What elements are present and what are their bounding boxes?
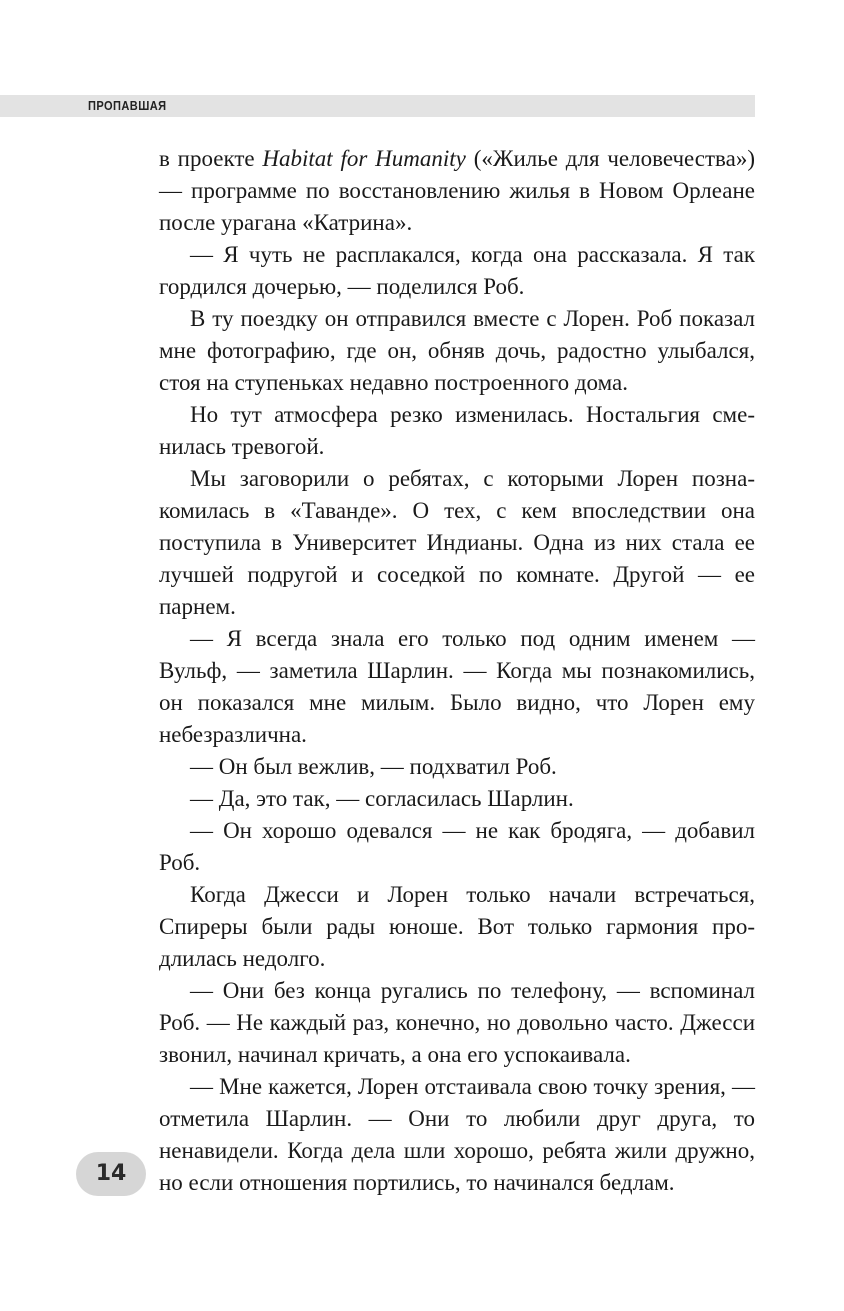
paragraph: Но тут атмосфера резко изменилась. Ностальгия сменилась тревогой. (159, 402, 755, 459)
paragraph: — Он хорошо одевался — не как бродяга, — добавил Роб. (159, 818, 755, 875)
paragraph-1-start: в проекте (159, 146, 263, 171)
paragraph: — Они без конца ругались по телефону, — вспоминал Роб. — Не каждый раз, конечно, но довольно часто. Джесси звонил, начинал кричать, а она его успокаивала. (159, 978, 755, 1067)
page-number: 14 (95, 1161, 127, 1186)
paragraph: В ту поездку он отправился вместе с Лорен. Роб показал мне фотографию, где он, обняв дочь, радостно улыбался, стоя на ступеньках недавно построенного дома. (159, 306, 755, 395)
paragraph: Мы заговорили о ребятах, с которыми Лорен познакомилась в «Таванде». О тех, с кем впоследствии она поступила в Университет Индианы. Одна из них стала ее лучшей подругой и соседкой по комнате. Другой — ее парнем. (159, 466, 755, 619)
paragraph: — Да, это так, — согласилась Шарлин. (190, 786, 574, 811)
paragraph: — Я чуть не расплакался, когда она рассказала. Я так гордился дочерью, — поделился Роб. (159, 242, 755, 299)
paragraph: — Я всегда знала его только под одним именем — Вульф, — заметила Шарлин. — Когда мы познакомились, он показался мне милым. Было видно, что Лорен ему небезразлична. (159, 626, 755, 747)
paragraph: — Он был вежлив, — подхватил Роб. (190, 754, 557, 779)
body-text (159, 143, 755, 1199)
paragraph-1-rest: («Жилье для человечества») — программе по восстановлению жилья в Новом Орлеане после урагана «Катрина». (159, 146, 755, 235)
paragraph: Когда Джесси и Лорен только начали встречаться, Спиреры были рады юноше. Вот только гармония продлилась недолго. (159, 882, 755, 971)
italic-project-name: Habitat for Humanity (262, 146, 466, 171)
paragraph: — Мне кажется, Лорен отстаивала свою точку зрения, — отметила Шарлин. — Они то любили друг друга, то ненавидели. Когда дела шли хорошо, ребята жили дружно, но если отношения портились, то начинался бедлам. (159, 1074, 755, 1195)
paragraph-1 (159, 143, 755, 239)
running-title: ПРОПАВШАЯ (88, 98, 167, 113)
